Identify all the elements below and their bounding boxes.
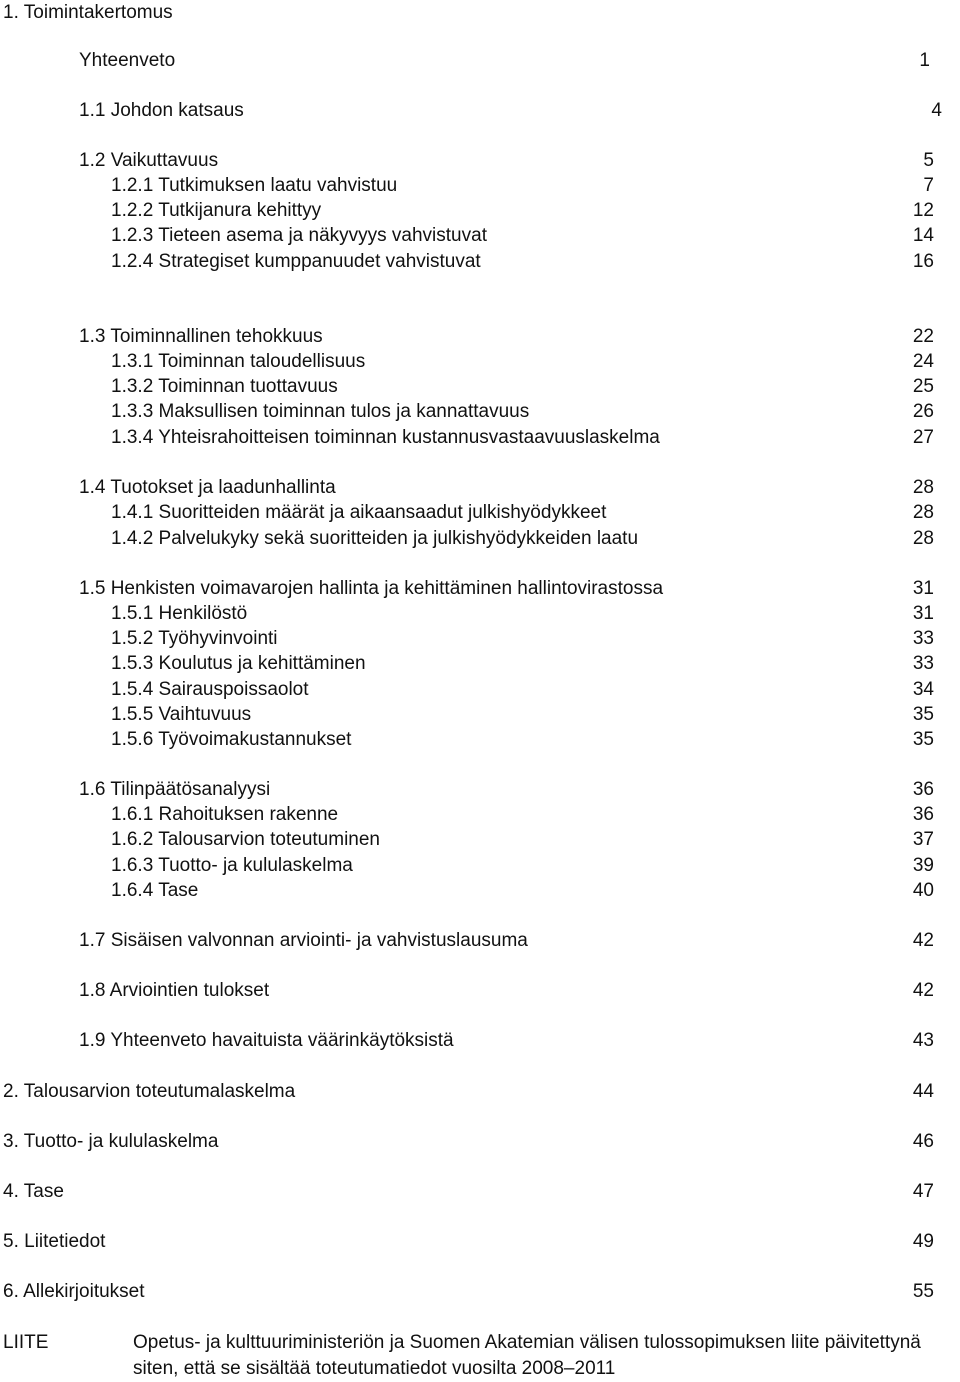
toc-entry-label: 1.3.3 Maksullisen toiminnan tulos ja kannattavuus (111, 401, 530, 422)
toc-entry-page: 42 (912, 980, 934, 1001)
toc-entry-label: 1.5.2 Työhyvinvointi (111, 628, 278, 649)
toc-heading-label: 1. Toimintakertomus (3, 2, 173, 23)
appendix-text: Opetus- ja kulttuuriministeriön ja Suomen Akatemian välisen tulossopimuksen liite päivitettynä siten, että se sisältää toteutumatiedot vuosilta 2008–2011 (133, 1332, 921, 1379)
toc-entry-page: 43 (912, 1030, 934, 1051)
toc-entry-page: 24 (912, 351, 934, 372)
toc-entry-page: 22 (912, 326, 934, 347)
toc-entry-label: 1.2.4 Strategiset kumppanuudet vahvistuvat (111, 251, 481, 272)
toc-entry-page: 36 (912, 779, 934, 800)
toc-entry-label: 2. Talousarvion toteutumalaskelma (3, 1081, 296, 1102)
toc-entry-page: 12 (912, 200, 934, 221)
toc-entry-page: 39 (912, 855, 934, 876)
toc-entry (111, 727, 934, 753)
toc-entry-page: 47 (912, 1181, 934, 1202)
toc-entry-label: 1.3.4 Yhteisrahoitteisen toiminnan kustannusvastaavuuslaskelma (111, 427, 660, 448)
toc-entry (111, 399, 934, 425)
toc-entry (111, 626, 934, 652)
toc-entry (111, 173, 934, 199)
toc-entry-label: 1.2 Vaikuttavuus (79, 150, 219, 171)
toc-entry (111, 853, 934, 879)
toc-entry (111, 802, 934, 828)
toc-entry-page: 55 (912, 1281, 934, 1302)
toc-entry (79, 98, 942, 124)
toc-entry-page: 31 (912, 603, 934, 624)
toc-entry-label: 1.7 Sisäisen valvonnan arviointi- ja vahvistuslausuma (79, 930, 528, 951)
toc-entry (3, 1179, 934, 1205)
toc-entry (79, 928, 934, 954)
toc-entry-label: 1.6.3 Tuotto- ja kululaskelma (111, 855, 353, 876)
toc-entry-page: 34 (912, 679, 934, 700)
toc-entry-label: Yhteenveto (79, 50, 176, 71)
toc-entry (3, 1229, 934, 1255)
toc-entry-page: 5 (923, 150, 934, 171)
toc-entry-label: 1.6.1 Rahoituksen rakenne (111, 804, 339, 825)
toc-entry-page: 36 (912, 804, 934, 825)
toc-entry (111, 249, 934, 275)
toc-entry-page: 26 (912, 401, 934, 422)
toc-entry-label: 1.5 Henkisten voimavarojen hallinta ja kehittäminen hallintovirastossa (79, 578, 664, 599)
toc-entry-page: 31 (912, 578, 934, 599)
toc-entry-page: 40 (912, 880, 934, 901)
toc-entry (111, 374, 934, 400)
toc-entry-page: 28 (912, 502, 934, 523)
toc-entry (79, 978, 934, 1004)
toc-entry-page: 1 (919, 50, 930, 71)
toc-entry-page: 25 (912, 376, 934, 397)
toc-entry-page: 42 (912, 930, 934, 951)
toc-entry (111, 827, 934, 853)
toc-entry-label: 1.3.2 Toiminnan tuottavuus (111, 376, 338, 397)
toc-entry-page: 14 (912, 225, 934, 246)
toc-entry-page: 7 (923, 175, 934, 196)
toc-entry-page: 37 (912, 829, 934, 850)
toc-entry (111, 198, 934, 224)
toc-entry (111, 702, 934, 728)
toc-entry-label: 4. Tase (3, 1181, 64, 1202)
toc-entry-label: 5. Liitetiedot (3, 1231, 106, 1252)
toc-entry-label: 1.3.1 Toiminnan taloudellisuus (111, 351, 366, 372)
toc-entry (111, 223, 934, 249)
toc-entry (3, 1079, 934, 1105)
toc-entry (3, 1129, 934, 1155)
toc-entry-label: 1.4.2 Palvelukyky sekä suoritteiden ja julkishyödykkeiden laatu (111, 528, 639, 549)
toc-entry-label: 1.6.2 Talousarvion toteutuminen (111, 829, 380, 850)
toc-entry-label: 3. Tuotto- ja kululaskelma (3, 1131, 219, 1152)
toc-heading (3, 0, 403, 26)
toc-entry (79, 148, 934, 174)
toc-entry (79, 324, 934, 350)
toc-entry-page: 33 (912, 653, 934, 674)
toc-entry-page: 44 (912, 1081, 934, 1102)
toc-entry-label: 1.9 Yhteenveto havaituista väärinkäytöksistä (79, 1030, 454, 1051)
toc-entry (79, 1028, 934, 1054)
toc-entry (111, 651, 934, 677)
toc-entry-label: 1.6 Tilinpäätösanalyysi (79, 779, 271, 800)
toc-entry (111, 526, 934, 552)
toc-entry-label: 1.5.5 Vaihtuvuus (111, 704, 252, 725)
toc-entry-label: 1.1 Johdon katsaus (79, 100, 244, 121)
toc-entry-page: 35 (912, 704, 934, 725)
toc-entry-page: 28 (912, 528, 934, 549)
toc-entry-page: 49 (912, 1231, 934, 1252)
toc-entry-label: 1.3 Toiminnallinen tehokkuus (79, 326, 323, 347)
toc-entry-label: 1.5.3 Koulutus ja kehittäminen (111, 653, 366, 674)
toc-entry-label: 1.2.1 Tutkimuksen laatu vahvistuu (111, 175, 398, 196)
toc-entry-page: 46 (912, 1131, 934, 1152)
toc-entry-label: 1.4 Tuotokset ja laadunhallinta (79, 477, 336, 498)
toc-entry-label: 1.8 Arviointien tulokset (79, 980, 270, 1001)
toc-entry-page: 28 (912, 477, 934, 498)
toc-entry-page: 4 (931, 100, 942, 121)
toc-entry (111, 349, 934, 375)
toc-entry-page: 33 (912, 628, 934, 649)
toc-entry-page: 16 (912, 251, 934, 272)
toc-entry (111, 425, 934, 451)
toc-entry-page: 35 (912, 729, 934, 750)
toc-entry (3, 1279, 934, 1305)
toc-entry (79, 475, 934, 501)
toc-entry (111, 677, 934, 703)
toc-entry (79, 576, 934, 602)
toc-entry-label: 1.5.6 Työvoimakustannukset (111, 729, 352, 750)
toc-entry (111, 500, 934, 526)
toc-entry (111, 601, 934, 627)
toc-entry-label: 1.5.4 Sairauspoissaolot (111, 679, 309, 700)
toc-entry (79, 777, 934, 803)
toc-entry (79, 48, 930, 74)
toc-entry-label: 6. Allekirjoitukset (3, 1281, 145, 1302)
toc-entry-label: 1.2.3 Tieteen asema ja näkyvyys vahvistuvat (111, 225, 487, 246)
toc-entry-page: 27 (912, 427, 934, 448)
toc-entry-label: 1.2.2 Tutkijanura kehittyy (111, 200, 322, 221)
toc-entry-label: 1.6.4 Tase (111, 880, 199, 901)
toc-entry (111, 878, 934, 904)
toc-entry-label: 1.5.1 Henkilöstö (111, 603, 248, 624)
appendix-key: LIITE (3, 1332, 49, 1353)
toc-entry-label: 1.4.1 Suoritteiden määrät ja aikaansaadut julkishyödykkeet (111, 502, 607, 523)
